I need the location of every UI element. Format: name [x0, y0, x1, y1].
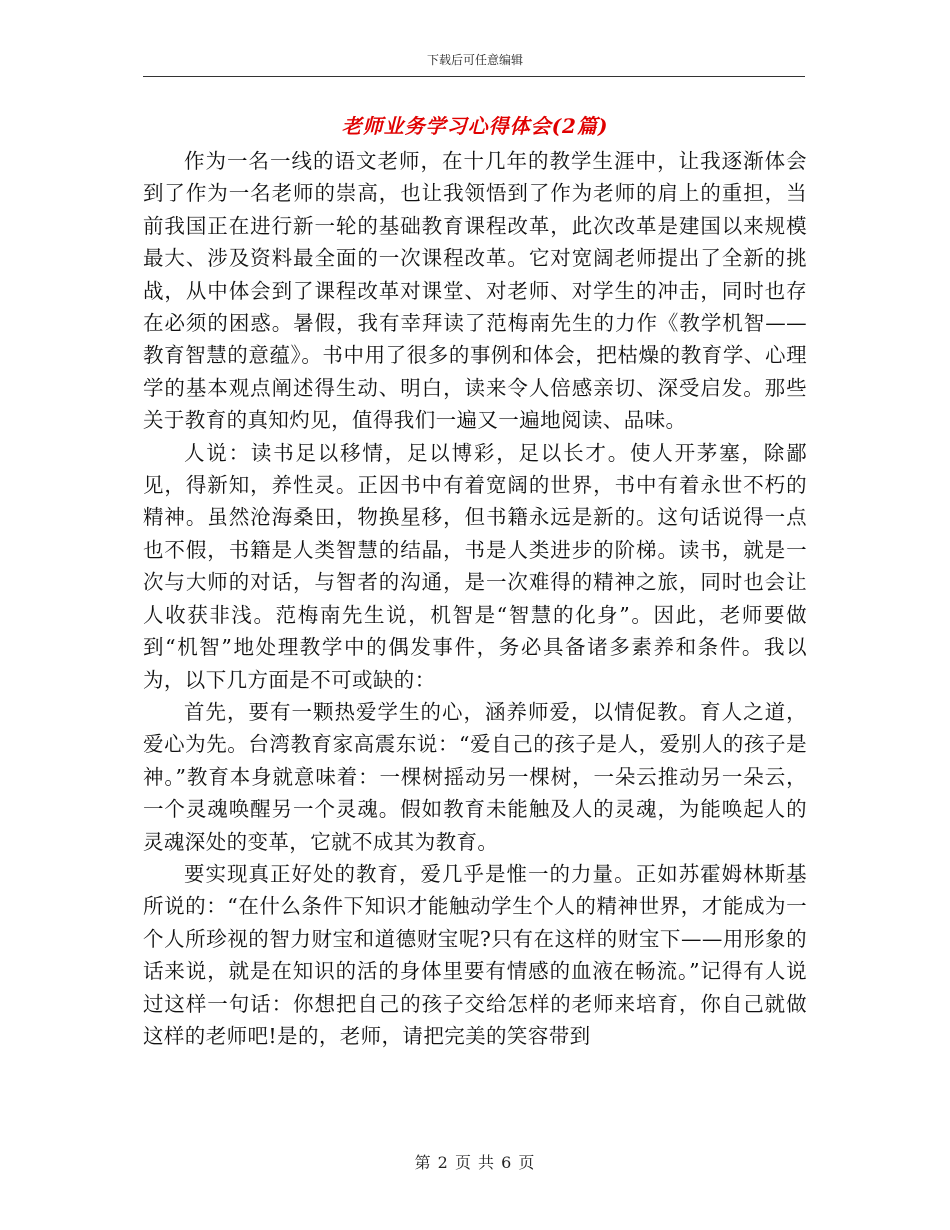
paragraph-2: 人说：读书足以移情，足以博彩，足以长才。使人开茅塞，除鄙见，得新知，养性灵。正因书中有着宽阔的世界，书中有着永世不朽的精神。虽然沧海桑田，物换星移，但书籍永远是新的。这句话说得一点也不假，书籍是人类智慧的结晶，书是人类进步的阶梯。读书，就是一次与大师的对话，与智者的沟通，是一次难得的精神之旅，同时也会让人收获非浅。范梅南先生说，机智是“智慧的化身”。因此，老师要做到“机智”地处理教学中的偶发事件，务必具备诸多素养和条件。我以为，以下几方面是不可或缺的： — [143, 440, 807, 692]
document-title: 老师业务学习心得体会(2篇) — [341, 114, 609, 138]
header-divider — [143, 76, 805, 77]
page-header: 下载后可任意编辑 — [426, 53, 523, 67]
document-body — [143, 145, 807, 1052]
paragraph-3: 首先，要有一颗热爱学生的心，涵养师爱，以情促教。育人之道，爱心为先。台湾教育家高震东说：“爱自己的孩子是人，爱别人的孩子是神。”教育本身就意味着：一棵树摇动另一棵树，一朵云推动另一朵云，一个灵魂唤醒另一个灵魂。假如教育未能触及人的灵魂，为能唤起人的灵魂深处的变革，它就不成其为教育。 — [143, 699, 807, 854]
paragraph-4: 要实现真正好处的教育，爱几乎是惟一的力量。正如苏霍姆林斯基所说的：“在什么条件下知识才能触动学生个人的精神世界，才能成为一个人所珍视的智力财宝和道德财宝呢?只有在这样的财宝下——用形象的话来说，就是在知识的活的身体里要有情感的血液在畅流。”记得有人说过这样一句话：你想把自己的孩子交给怎样的老师来培育，你自己就做这样的老师吧!是的，老师，请把完美的笑容带到 — [143, 861, 807, 1048]
paragraph-1: 作为一名一线的语文老师，在十几年的教学生涯中，让我逐渐体会到了作为一名老师的崇高，也让我领悟到了作为老师的肩上的重担，当前我国正在进行新一轮的基础教育课程改革，此次改革是建国以来规模最大、涉及资料最全面的一次课程改革。它对宽阔老师提出了全新的挑战，从中体会到了课程改革对课堂、对老师、对学生的冲击，同时也存在必须的困惑。暑假，我有幸拜读了范梅南先生的力作《教学机智——教育智慧的意蕴》。书中用了很多的事例和体会，把枯燥的教育学、心理学的基本观点阐述得生动、明白，读来令人倍感亲切、深受启发。那些关于教育的真知灼见，值得我们一遍又一遍地阅读、品味。 — [143, 149, 807, 433]
page-number-footer: 第 2 页 共 6 页 — [414, 1153, 536, 1172]
